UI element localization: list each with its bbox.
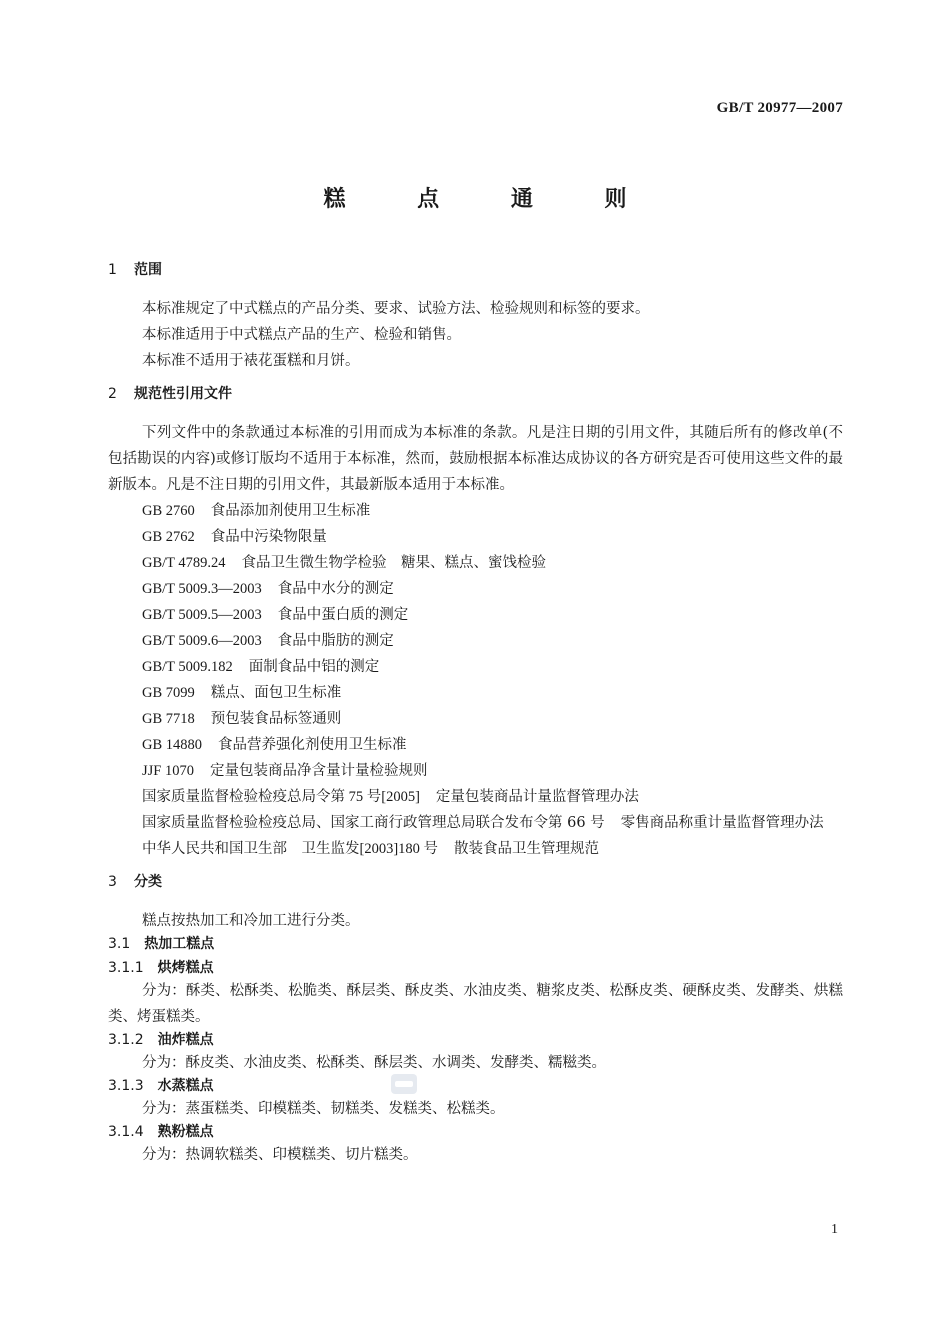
section-heading-1: 1 范围 xyxy=(108,262,162,278)
paragraph: 分为：热调软糕类、印模糕类、切片糕类。 xyxy=(142,1147,418,1163)
document-body xyxy=(108,260,843,1168)
page-number: 1 xyxy=(831,1222,838,1237)
paragraph: 本标准适用于中式糕点产品的生产、检验和销售。 xyxy=(142,327,461,343)
subsection-heading-3-1-3: 3.1.3 水蒸糕点 xyxy=(108,1078,214,1094)
page-title: 糕 点 通 则 xyxy=(323,187,659,212)
subsection-heading-3-1-2: 3.1.2 油炸糕点 xyxy=(108,1032,214,1048)
section-heading-2: 2 规范性引用文件 xyxy=(108,386,232,402)
paragraph: 分为：蒸蛋糕类、印模糕类、韧糕类、发糕类、松糕类。 xyxy=(142,1101,505,1117)
subsection-heading-3-1-1: 3.1.1 烘烤糕点 xyxy=(108,960,214,976)
reference-item: 中华人民共和国卫生部 卫生监发[2003]180 号 散装食品卫生管理规范 xyxy=(142,841,600,857)
reference-item: GB/T 4789.24 食品卫生微生物学检验 糖果、糕点、蜜饯检验 xyxy=(142,555,547,571)
reference-item: 国家质量监督检验检疫总局令第 75 号[2005] 定量包装商品计量监督管理办法 xyxy=(142,789,639,805)
reference-item: GB 2762 食品中污染物限量 xyxy=(142,529,327,545)
paragraph: 分为：酥类、松酥类、松脆类、酥层类、酥皮类、水油皮类、糖浆皮类、松酥皮类、硬酥皮类、发酵类、烘糕类、烤蛋糕类。 xyxy=(108,983,843,1025)
paragraph: 分为：酥皮类、水油皮类、松酥类、酥层类、水调类、发酵类、糯糍类。 xyxy=(142,1055,606,1071)
paragraph: 糕点按热加工和冷加工进行分类。 xyxy=(142,913,360,929)
reference-item: JJF 1070 定量包装商品净含量计量检验规则 xyxy=(142,763,428,779)
reference-item: 国家质量监督检验检疫总局、国家工商行政管理总局联合发布令第 66 号 零售商品称重计量监督管理办法 xyxy=(142,815,824,831)
subsection-heading-3-1-4: 3.1.4 熟粉糕点 xyxy=(108,1124,214,1140)
paragraph: 本标准不适用于裱花蛋糕和月饼。 xyxy=(142,353,360,369)
reference-list xyxy=(108,498,843,862)
paragraph: 本标准规定了中式糕点的产品分类、要求、试验方法、检验规则和标签的要求。 xyxy=(142,301,650,317)
reference-item: GB/T 5009.182 面制食品中铝的测定 xyxy=(142,659,380,675)
paragraph: 下列文件中的条款通过本标准的引用而成为本标准的条款。凡是注日期的引用文件，其随后所有的修改单(不包括勘误的内容)或修订版均不适用于本标准，然而，鼓励根据本标准达成协议的各方研究是否可使用这些文件的最新版本。凡是不注日期的引用文件，其最新版本适用于本标准。 xyxy=(108,425,843,493)
reference-item: GB 2760 食品添加剂使用卫生标准 xyxy=(142,503,371,519)
reference-item: GB/T 5009.5—2003 食品中蛋白质的测定 xyxy=(142,607,409,623)
standard-code: GB/T 20977—2007 xyxy=(716,100,843,116)
reference-item: GB 7718 预包装食品标签通则 xyxy=(142,711,342,727)
watermark-logo-icon xyxy=(390,1073,418,1095)
section-heading-3: 3 分类 xyxy=(108,874,162,890)
reference-item: GB/T 5009.3—2003 食品中水分的测定 xyxy=(142,581,394,597)
subsection-heading-3-1: 3.1 热加工糕点 xyxy=(108,936,215,952)
reference-item: GB 7099 糕点、面包卫生标准 xyxy=(142,685,342,701)
reference-item: GB/T 5009.6—2003 食品中脂肪的测定 xyxy=(142,633,394,649)
reference-item: GB 14880 食品营养强化剂使用卫生标准 xyxy=(142,737,407,753)
